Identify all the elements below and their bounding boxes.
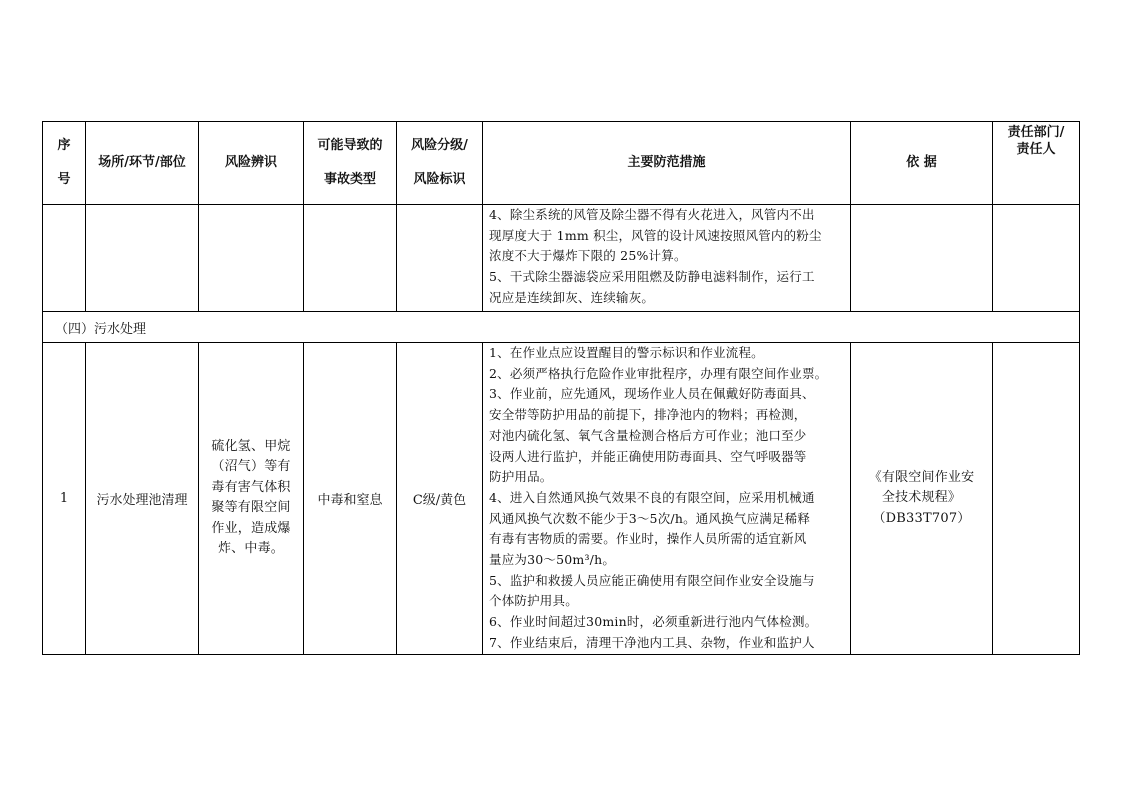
header-row: [43, 122, 1080, 205]
text-line: 5、监护和救援人员应能正确使用有限空间作业安全设施与: [489, 572, 815, 588]
text-line: 现厚度大于 1mm 积尘，风管的设计风速按照风管内的粉尘: [489, 227, 822, 243]
text-line: 4、进入自然通风换气效果不良的有限空间，应采用机械通: [489, 489, 815, 505]
text-line: 6、作业时间超过30min时，必须重新进行池内气体检测。: [489, 614, 818, 630]
text-line: 防护用品。: [489, 469, 553, 485]
text-line: 聚等有限空间: [211, 500, 291, 516]
header-responsible: 责任部门/ 责任人: [993, 122, 1080, 205]
text-line: 2、必须严格执行危险作业审批程序，办理有限空间作业票。: [489, 365, 828, 381]
text-line: 况应是连续卸灰、连续输灰。: [489, 289, 655, 305]
text-line: 5、干式除尘器滤袋应采用阻燃及防静电滤料制作，运行工: [489, 269, 815, 285]
basis-cell: [851, 343, 993, 655]
cell-empty: [993, 205, 1080, 312]
text-line: 《有限空间作业安: [868, 469, 975, 485]
section-row: [43, 312, 1080, 343]
header-measures: 主要防范措施: [483, 122, 851, 205]
measures-cell: [483, 343, 851, 655]
cell-empty: [43, 205, 86, 312]
header-risk-identification: 风险辨识: [199, 122, 304, 205]
measures-cell: [483, 205, 851, 312]
header-risk-level: 风险分级/ 风险标识: [397, 122, 483, 205]
seq-cell: 1: [43, 343, 86, 655]
text-line: 个体防护用具。: [489, 593, 578, 609]
text-line: 风通风换气次数不能少于3～5次/h。通风换气应满足稀释: [489, 510, 811, 526]
location-cell: 污水处理池清理: [86, 343, 199, 655]
text-line: 设两人进行监护，并能正确使用防毒面具、空气呼吸器等: [489, 448, 807, 464]
text-line: 作业，造成爆: [211, 520, 291, 536]
header-location: 场所/环节/部位: [86, 122, 199, 205]
responsible-cell: [993, 343, 1080, 655]
risk-identification-cell: [199, 343, 304, 655]
accident-type-cell: 中毒和窒息: [304, 343, 397, 655]
text-line: 全技术规程》: [881, 490, 962, 506]
text-line: 安全带等防护用品的前提下，排净池内的物料；再检测，: [489, 407, 807, 423]
cell-empty: [304, 205, 397, 312]
text-line: 对池内硫化氢、氧气含量检测合格后方可作业；池口至少: [489, 427, 807, 443]
text-line: 4、除尘系统的风管及除尘器不得有火花进入，风管内不出: [489, 207, 815, 222]
text-line: 毒有害气体积: [211, 479, 291, 495]
cell-empty: [851, 205, 993, 312]
text-line: 硫化氢、甲烷: [211, 438, 291, 454]
text-line: 1、在作业点应设置醒目的警示标识和作业流程。: [489, 345, 764, 360]
cell-empty: [199, 205, 304, 312]
table-row-continued: [43, 205, 1080, 312]
table-row: [43, 343, 1080, 655]
cell-empty: [397, 205, 483, 312]
text-line: 浓度不大于爆炸下限的 25%计算。: [489, 248, 687, 264]
text-line: 量应为30～50m³/h。: [489, 552, 616, 568]
text-line: （沼气）等有: [211, 459, 291, 475]
header-basis: 依 据: [851, 122, 993, 205]
header-accident-type: 可能导致的 事故类型: [304, 122, 397, 205]
cell-empty: [86, 205, 199, 312]
risk-level-cell: C级/黄色: [397, 343, 483, 655]
section-title: （四）污水处理: [43, 312, 1080, 343]
text-line: 有毒有害物质的需要。作业时，操作人员所需的适宜新风: [489, 531, 807, 547]
text-line: 3、作业前，应先通风，现场作业人员在佩戴好防毒面具、: [489, 386, 815, 402]
text-line: （DB33T707）: [872, 510, 971, 526]
risk-table: [42, 121, 1080, 655]
text-line: 炸、中毒。: [217, 541, 284, 557]
text-line: 7、作业结束后，清理干净池内工具、杂物，作业和监护人: [489, 634, 815, 650]
header-seq: 序 号: [43, 122, 86, 205]
